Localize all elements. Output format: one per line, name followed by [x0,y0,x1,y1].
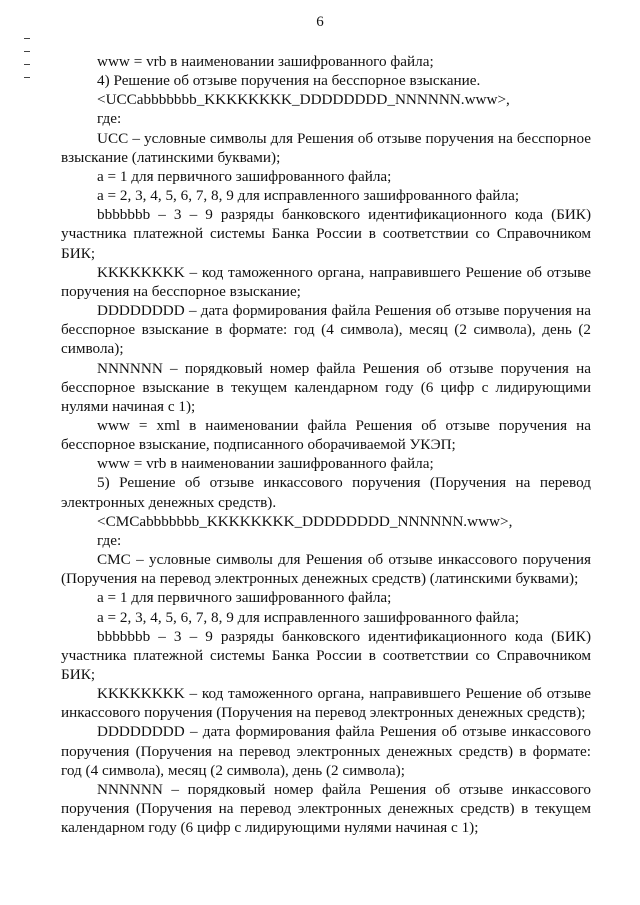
paragraph: KKKKKKKK – код таможенного органа, направившего Решение об отзыве инкассового поручения (Поручения на перевод электронных денежных средств); [61,685,591,722]
section-heading: 4) Решение об отзыве поручения на бесспорное взыскание. [97,72,481,90]
paragraph: bbbbbbb – 3 – 9 разряды банковского идентификационного кода (БИК) участника платежной системы Банка России в соответствии со Справочником БИК; [61,627,591,683]
filename-template: <UCCabbbbbbb_KKKKKKKK_DDDDDDDD_NNNNNN.www>, [97,91,510,109]
document-body [61,52,591,837]
paragraph: CMC – условные символы для Решения об отзыве инкассового поручения (Поручения на перевод электронных денежных средств) (латинскими буквами); [61,551,591,588]
filename-template: <CMCabbbbbbb_KKKKKKKK_DDDDDDDD_NNNNNN.www>, [97,512,513,530]
margin-marks [24,38,36,90]
section-heading: 5) Решение об отзыве инкассового поручения (Поручения на перевод электронных денежных средств). [61,474,591,511]
paragraph: UCC – условные символы для Решения об отзыве поручения на бесспорное взыскание (латинскими буквами); [61,129,591,166]
page-number: 6 [316,14,324,30]
margin-mark [24,51,30,52]
paragraph: NNNNNN – порядковый номер файла Решения об отзыве инкассового поручения (Поручения на перевод электронных денежных средств) в текущем календарном году (6 цифр с лидирующими нулями начиная с 1); [61,780,591,837]
paragraph: где: [97,110,122,128]
paragraph: KKKKKKKK – код таможенного органа, направившего Решение об отзыве поручения на бесспорное взыскание; [61,263,591,300]
paragraph: www = vrb в наименовании зашифрованного файла; [97,455,434,473]
paragraph: bbbbbbb – 3 – 9 разряды банковского идентификационного кода (БИК) участника платежной системы Банка России в соответствии со Справочником БИК; [61,206,591,262]
paragraph: www = xml в наименовании файла Решения об отзыве поручения на бесспорное взыскание, подписанного оборачиваемой УКЭП; [61,416,591,454]
margin-mark [24,77,30,78]
paragraph: DDDDDDDD – дата формирования файла Решения об отзыве поручения на бесспорное взыскание в формате: год (4 символа), месяц (2 символа), день (2 символа); [61,302,591,358]
paragraph: DDDDDDDD – дата формирования файла Решения об отзыве инкассового поручения (Поручения на перевод электронных денежных средств) в формате: год (4 символа), месяц (2 символа), день (2 символа); [61,723,591,779]
paragraph: NNNNNN – порядковый номер файла Решения об отзыве поручения на бесспорное взыскание в текущем календарном году (6 цифр с лидирующими нулями начиная с 1); [61,359,591,415]
paragraph: a = 2, 3, 4, 5, 6, 7, 8, 9 для исправленного зашифрованного файла; [97,608,520,626]
paragraph: www = vrb в наименовании зашифрованного файла; [97,53,434,70]
margin-mark [24,38,30,39]
paragraph: a = 1 для первичного зашифрованного файла; [97,167,392,185]
paragraph: a = 1 для первичного зашифрованного файла; [97,589,392,607]
paragraph: a = 2, 3, 4, 5, 6, 7, 8, 9 для исправленного зашифрованного файла; [97,187,520,205]
paragraph: где: [97,531,122,549]
margin-mark [24,64,30,65]
